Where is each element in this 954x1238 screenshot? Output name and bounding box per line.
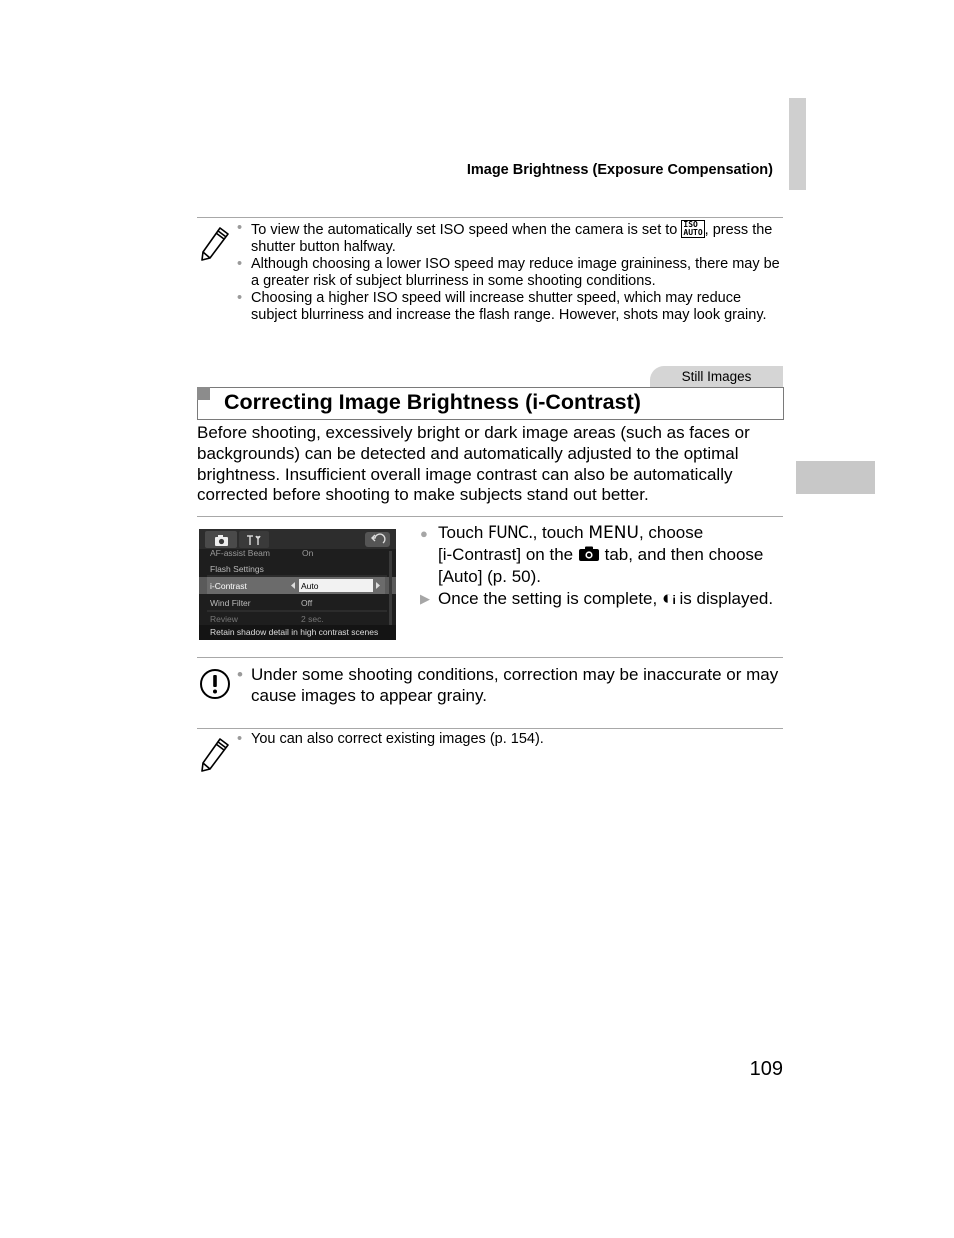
still-images-tab: Still Images <box>650 366 783 387</box>
menu-hint: Retain shadow detail in high contrast scenes <box>210 627 379 637</box>
result-arrow-icon: ▶ <box>420 591 430 606</box>
section-title: Correcting Image Brightness (i-Contrast) <box>224 390 641 414</box>
menu-row: Wind Filter <box>210 598 251 608</box>
steps <box>420 522 790 611</box>
camera-tab-icon <box>578 546 600 562</box>
bullet-circle-icon: ● <box>420 526 428 541</box>
step-2: ▶ Once the setting is complete, ◐i is displayed. <box>420 588 774 609</box>
list-item: • Although choosing a lower ISO speed may reduce image graininess, there may be a greater risk of subject blurriness in some shooting conditions. <box>237 256 783 289</box>
menu-row: Review <box>210 614 238 624</box>
note-top-list <box>237 220 783 325</box>
list-item: • Under some shooting conditions, correction may be inaccurate or may cause images to appear grainy. <box>237 665 783 706</box>
i-contrast-icon: ◐i <box>661 588 675 609</box>
menu-row: AF-assist Beam On <box>210 548 314 558</box>
caution-divider <box>197 657 783 658</box>
running-head: Image Brightness (Exposure Compensation) <box>466 162 773 178</box>
list-item <box>237 220 783 255</box>
caution-list <box>237 665 783 706</box>
pencil-icon <box>200 737 230 773</box>
menu-value: 2 sec. <box>301 614 324 624</box>
heading-marker <box>197 387 210 400</box>
note-bottom-list <box>237 731 783 749</box>
chapter-side-tab <box>789 98 806 190</box>
note-divider <box>197 728 783 729</box>
menu-value: Off <box>301 598 313 608</box>
note-text: To view the automatically set ISO speed when the camera is set to <box>251 222 678 238</box>
camera-menu-screenshot <box>199 529 396 640</box>
list-item: • You can also correct existing images (p. 154). <box>237 731 783 748</box>
menu-row-selected: i-Contrast <box>210 581 247 591</box>
note-text: , press the shutter button halfway. <box>251 222 773 255</box>
func-label: FUNC. <box>488 523 533 543</box>
note-divider <box>197 217 783 218</box>
intro-paragraph: Before shooting, excessively bright or dark image areas (such as faces or backgrounds) can be detected and automatically adjusted to the optimal brightness. Insufficient overall image contrast can also be automatically corrected before shooting to make subjects stand out better. <box>197 423 750 505</box>
menu-label: MENU <box>588 523 639 543</box>
steps-divider <box>197 516 783 517</box>
menu-value-selected: Auto <box>301 581 319 591</box>
step-1: ● Touch FUNC., touch MENU, choose [i-Contrast] on the tab, and then choose [Auto] (p. 50). <box>420 523 764 586</box>
list-item: • Choosing a higher ISO speed will increase shutter speed, which may reduce subject blurriness and increase the flash range. However, shots may look grainy. <box>237 290 783 323</box>
pencil-icon <box>200 226 230 262</box>
exclamation-icon <box>199 668 231 700</box>
iso-auto-icon: ISO AUTO <box>683 220 703 237</box>
menu-row: Flash Settings <box>210 564 264 574</box>
chapter-index-tab <box>796 461 875 494</box>
page-number: 109 <box>749 1058 783 1080</box>
